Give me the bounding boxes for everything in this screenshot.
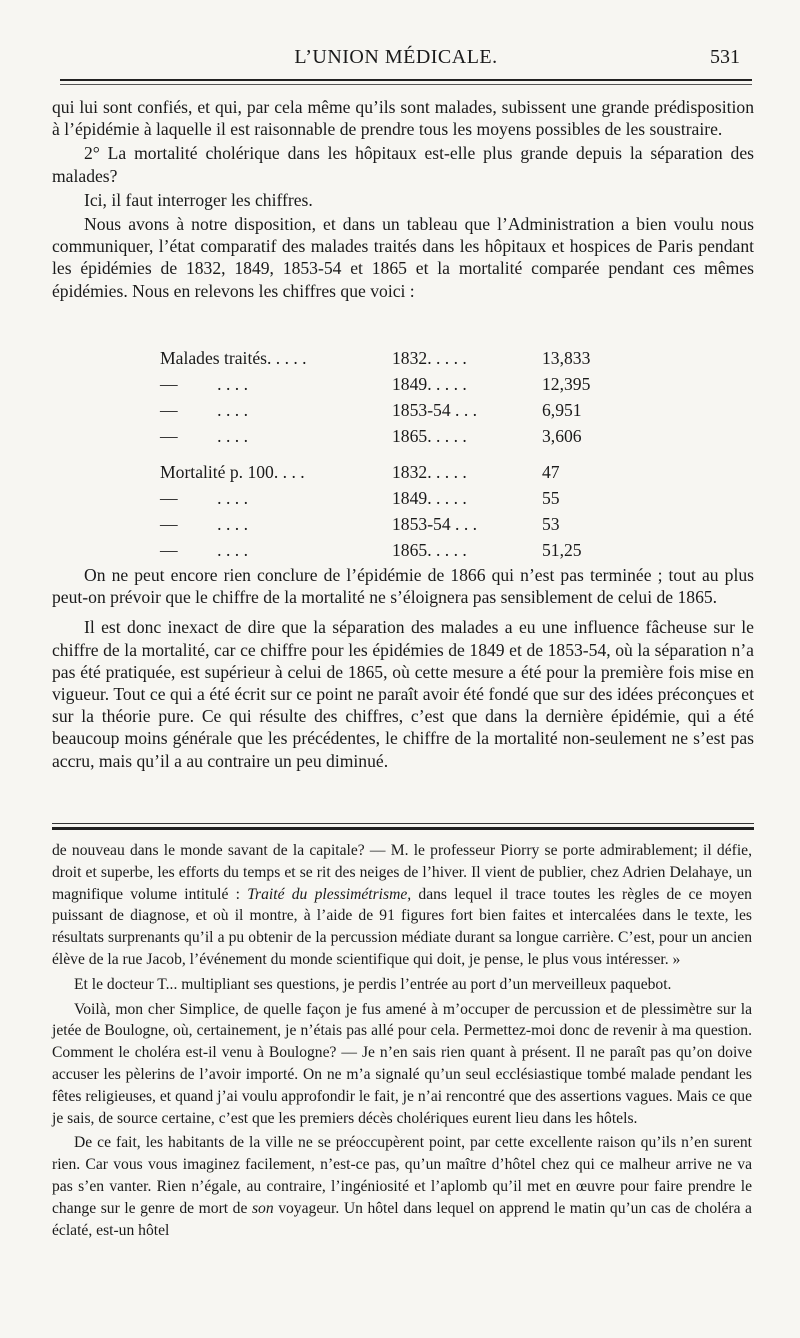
row-label: — . . . . xyxy=(160,374,248,394)
header-rule-thin xyxy=(60,84,752,85)
table-row xyxy=(160,485,600,511)
feuilleton-paragraph-docteur: Et le docteur T... multipliant ses questions, je perdis l’entrée au port d’un merveilleux paquebot. xyxy=(74,975,672,993)
page-header xyxy=(52,46,740,76)
table-row xyxy=(160,345,600,371)
page-number: 531 xyxy=(710,46,740,68)
row-value: 12,395 xyxy=(542,374,591,394)
row-value: 3,606 xyxy=(542,426,582,446)
feuilleton-text xyxy=(52,840,752,1241)
statistics-table xyxy=(160,345,600,563)
text-run: dans lequel il trace toutes les règles de ce moyen puissant de diagnose, et où il montre, à l’aide de 91 figures fort bien faites et intercalées dans le texte, les résultats surprenants qu’il a pu obtenir de la percussion médiate durant sa longue carrière. C’est, pour un ancien élève de la rue Jacob, l’événement du monde scientifique qui doit, je pense, le plus vous intéresser. » xyxy=(52,885,752,968)
paragraph-inexact: Il est donc inexact de dire que la séparation des malades a eu une influence fâcheuse sur le chiffre de la mortalité, car ce chiffre pour les épidémies de 1849 et de 1853-54, où la séparation n’a pas été pratiquée, est supérieur à celui de 1865, où cette mesure a été pour la première fois mise en vigueur. Tout ce qui a été écrit sur ce point ne paraît avoir été fondé que sur des idées préconçues et sur la théorie pure. Ce qui résulte des chiffres, c’est que dans la dernière épidémie, qui a été beaucoup moins générale que les précédentes, le chiffre de la mortalité non-seulement ne s’est pas accru, mais qu’il a au contraire un peu diminué. xyxy=(52,617,754,771)
feuilleton-paragraph-hotel xyxy=(52,1132,752,1241)
row-year: 1853-54 . . . xyxy=(392,400,478,420)
row-year: 1865. . . . . xyxy=(392,426,467,446)
feuilleton-paragraph-piorry xyxy=(52,840,752,971)
row-year: 1832. . . . . xyxy=(392,462,467,482)
paragraph-conclusion-1866: On ne peut encore rien conclure de l’épidémie de 1866 qui n’est pas terminée ; tout au plus peut-on prévoir que le chiffre de la mortalité ne s’éloignera pas sensiblement de celui de 1865. xyxy=(52,565,754,608)
row-label: Malades traités. . . . . xyxy=(160,348,307,368)
conclusion-text xyxy=(52,564,754,772)
table-row xyxy=(160,423,600,449)
row-label: — . . . . xyxy=(160,400,248,420)
row-year: 1832. . . . . xyxy=(392,348,467,368)
row-value: 53 xyxy=(542,514,560,534)
row-value: 6,951 xyxy=(542,400,582,420)
header-rule xyxy=(60,79,752,81)
table-row xyxy=(160,459,600,485)
table-row xyxy=(160,371,600,397)
row-year: 1865. . . . . xyxy=(392,540,467,560)
text-run: voyageur. Un hôtel dans lequel on apprend le matin qu’un cas de choléra a éclaté, est-un hôtel xyxy=(52,1199,752,1239)
row-label: — . . . . xyxy=(160,514,248,534)
paragraph-tableau: Nous avons à notre disposition, et dans un tableau que l’Administration a bien voulu nous communiquer, l’état comparatif des malades traités dans les hôpitaux et hospices de Paris pendant les épidémies de 1832, 1849, 1853-54 et 1865 et la mortalité comparée pendant ces mêmes épidémies. Nous en relevons les chiffres que voici : xyxy=(52,214,754,301)
table-row xyxy=(160,537,600,563)
row-label: — . . . . xyxy=(160,540,248,560)
feuilleton-rule-thin xyxy=(52,823,754,824)
paragraph-continuation: qui lui sont confiés, et qui, par cela même qu’ils sont malades, subissent une grande prédisposition à l’épidémie à laquelle il est raisonnable de prendre tous les moyens possibles de les soustraire. xyxy=(52,97,754,140)
row-value: 55 xyxy=(542,488,560,508)
text-run: De ce fait, les habitants de la ville ne se préoccupèrent point, par cette excellente raison qu’ils n’en surent rien. Car vous vous imaginez facilement, n’est-ce pas, qu’un maître d’hôtel chez qui ce malheur arrive ne va pas s’en vanter. Rien n’égale, au contraire, l’ingéniosité et l’aplomb qu’il met en œuvre pour faire prendre le change sur le genre de mort de xyxy=(52,1134,752,1217)
journal-title: L’UNION MÉDICALE. xyxy=(294,46,498,68)
paragraph-interroger: Ici, il faut interroger les chiffres. xyxy=(84,189,313,210)
emphasis: son xyxy=(251,1199,274,1217)
text-run: de nouveau dans le monde savant de la capitale? — M. le professeur Piorry se porte admirablement; il défie, droit et superbe, les efforts du temps et se rit des neiges de l’hiver. Il vient de publier, chez Adrien Delahaye, un magnifique volume intitulé : xyxy=(52,842,752,903)
row-label: — . . . . xyxy=(160,426,248,446)
row-label: Mortalité p. 100. . . . xyxy=(160,462,305,482)
row-value: 51,25 xyxy=(542,540,582,560)
row-year: 1853-54 . . . xyxy=(392,514,478,534)
row-year: 1849. . . . . xyxy=(392,488,467,508)
row-value: 47 xyxy=(542,462,560,482)
paragraph-question-2: 2° La mortalité cholérique dans les hôpitaux est-elle plus grande depuis la séparation des malades? xyxy=(52,143,754,186)
row-year: 1849. . . . . xyxy=(392,374,467,394)
row-value: 13,833 xyxy=(542,348,591,368)
table-spacer xyxy=(160,449,600,459)
book-title: Traité du plessimétrisme, xyxy=(247,885,412,903)
row-label: — . . . . xyxy=(160,488,248,508)
table-row xyxy=(160,397,600,423)
table-row xyxy=(160,511,600,537)
feuilleton-rule-thick xyxy=(52,827,754,830)
feuilleton-paragraph-simplice: Voilà, mon cher Simplice, de quelle façon je fus amené à m’occuper de percussion et de plessimètre sur la jetée de Boulogne, où, certainement, je n’étais pas allé pour cela. Permettez-moi donc de revenir à ma question. Comment le choléra est-il venu à Boulogne? — Je n’en sais rien quant à présent. Il ne paraît pas qu’on doive accuser les pèlerins de l’avoir importé. On ne m’a signalé qu’un seul ecclésiastique tombé malade pendant les fêtes religieuses, et quand j’ai voulu approfondir le fait, je n’ai rencontré que des assertions vagues. Mais ce que je sais, de source certaine, c’est que les premiers décès cholériques eurent lieu dans les hôtels. xyxy=(52,1000,752,1127)
main-text xyxy=(52,96,754,302)
